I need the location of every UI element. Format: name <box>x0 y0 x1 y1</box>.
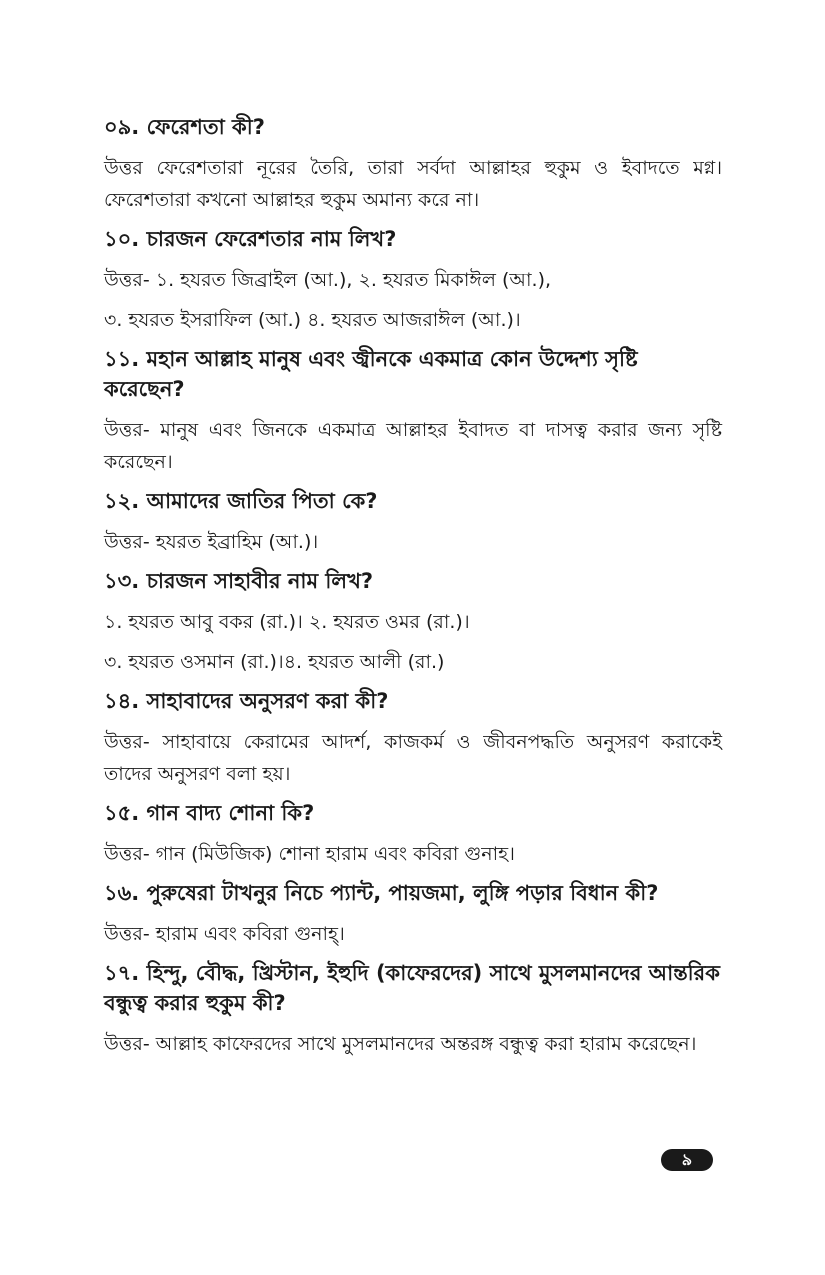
question-heading: ১৬. পুরুষেরা টাখনুর নিচে প্যান্ট, পায়জমা, লুঙ্গি পড়ার বিধান কী? <box>104 881 659 905</box>
question-heading: ১৩. চারজন সাহাবীর নাম লিখ? <box>104 569 374 593</box>
qa-item <box>104 686 722 790</box>
question-heading: ১৫. গান বাদ্য শোনা কি? <box>104 801 315 825</box>
qa-item <box>104 798 722 870</box>
answer-text: ৩. হযরত ওসমান (রা.)।৪. হযরত আলী (রা.) <box>104 651 445 673</box>
answer-text: উত্তর- আল্লাহ কাফেরদের সাথে মুসলমানদের অন্তরঙ্গ বন্ধুত্ব করা হারাম করেছেন। <box>104 1033 697 1055</box>
page-content <box>104 112 722 1068</box>
question-heading: ০৯. ফেরেশতা কী? <box>104 115 265 139</box>
qa-item <box>104 958 722 1060</box>
question-heading: ১২. আমাদের জাতির পিতা কে? <box>104 489 378 513</box>
qa-item <box>104 486 722 558</box>
question-heading: ১৪. সাহাবাদের অনুসরণ করা কী? <box>104 689 389 713</box>
qa-item <box>104 344 722 478</box>
answer-text: উত্তর- গান (মিউজিক) শোনা হারাম এবং কবিরা গুনাহ। <box>104 843 515 865</box>
answer-text: উত্তর ফেরেশতারা নূরের তৈরি, তারা সর্বদা আল্লাহর হুকুম ও ইবাদতে মগ্ন। ফেরেশতারা কখনো আল্লাহর হুকুম অমান্য করে না। <box>104 157 722 211</box>
page-number-badge: ৯ <box>661 1149 713 1171</box>
qa-item <box>104 112 722 216</box>
answer-text: উত্তর- হযরত ইব্রাহিম (আ.)। <box>104 531 319 553</box>
question-heading: ১০. চারজন ফেরেশতার নাম লিখ? <box>104 227 397 251</box>
answer-text: ১. হযরত আবু বকর (রা.)। ২. হযরত ওমর (রা.)। <box>104 611 470 633</box>
question-heading: ১৭. হিন্দু, বৌদ্ধ, খ্রিস্টান, ইহুদি (কাফেরদের) সাথে মুসলমানদের আন্তরিক বন্ধুত্ব করার হুকুম কী? <box>104 961 720 1015</box>
qa-item <box>104 566 722 678</box>
qa-item <box>104 878 722 950</box>
question-heading: ১১. মহান আল্লাহ মানুষ এবং জ্বীনকে একমাত্র কোন উদ্দেশ্য সৃষ্টি করেছেন? <box>104 347 638 401</box>
answer-text: উত্তর- সাহাবায়ে কেরামের আদর্শ, কাজকর্ম ও জীবনপদ্ধতি অনুসরণ করাকেই তাদের অনুসরণ বলা হয়। <box>104 731 722 785</box>
qa-item <box>104 224 722 336</box>
answer-text: উত্তর- ১. হযরত জিব্রাইল (আ.), ২. হযরত মিকাঈল (আ.), <box>104 269 552 291</box>
answer-text: উত্তর- মানুষ এবং জিনকে একমাত্র আল্লাহর ইবাদত বা দাসত্ব করার জন্য সৃষ্টি করেছেন। <box>104 419 722 473</box>
answer-text: ৩. হযরত ইসরাফিল (আ.) ৪. হযরত আজরাঈল (আ.)। <box>104 309 521 331</box>
answer-text: উত্তর- হারাম এবং কবিরা গুনাহ্। <box>104 923 345 945</box>
